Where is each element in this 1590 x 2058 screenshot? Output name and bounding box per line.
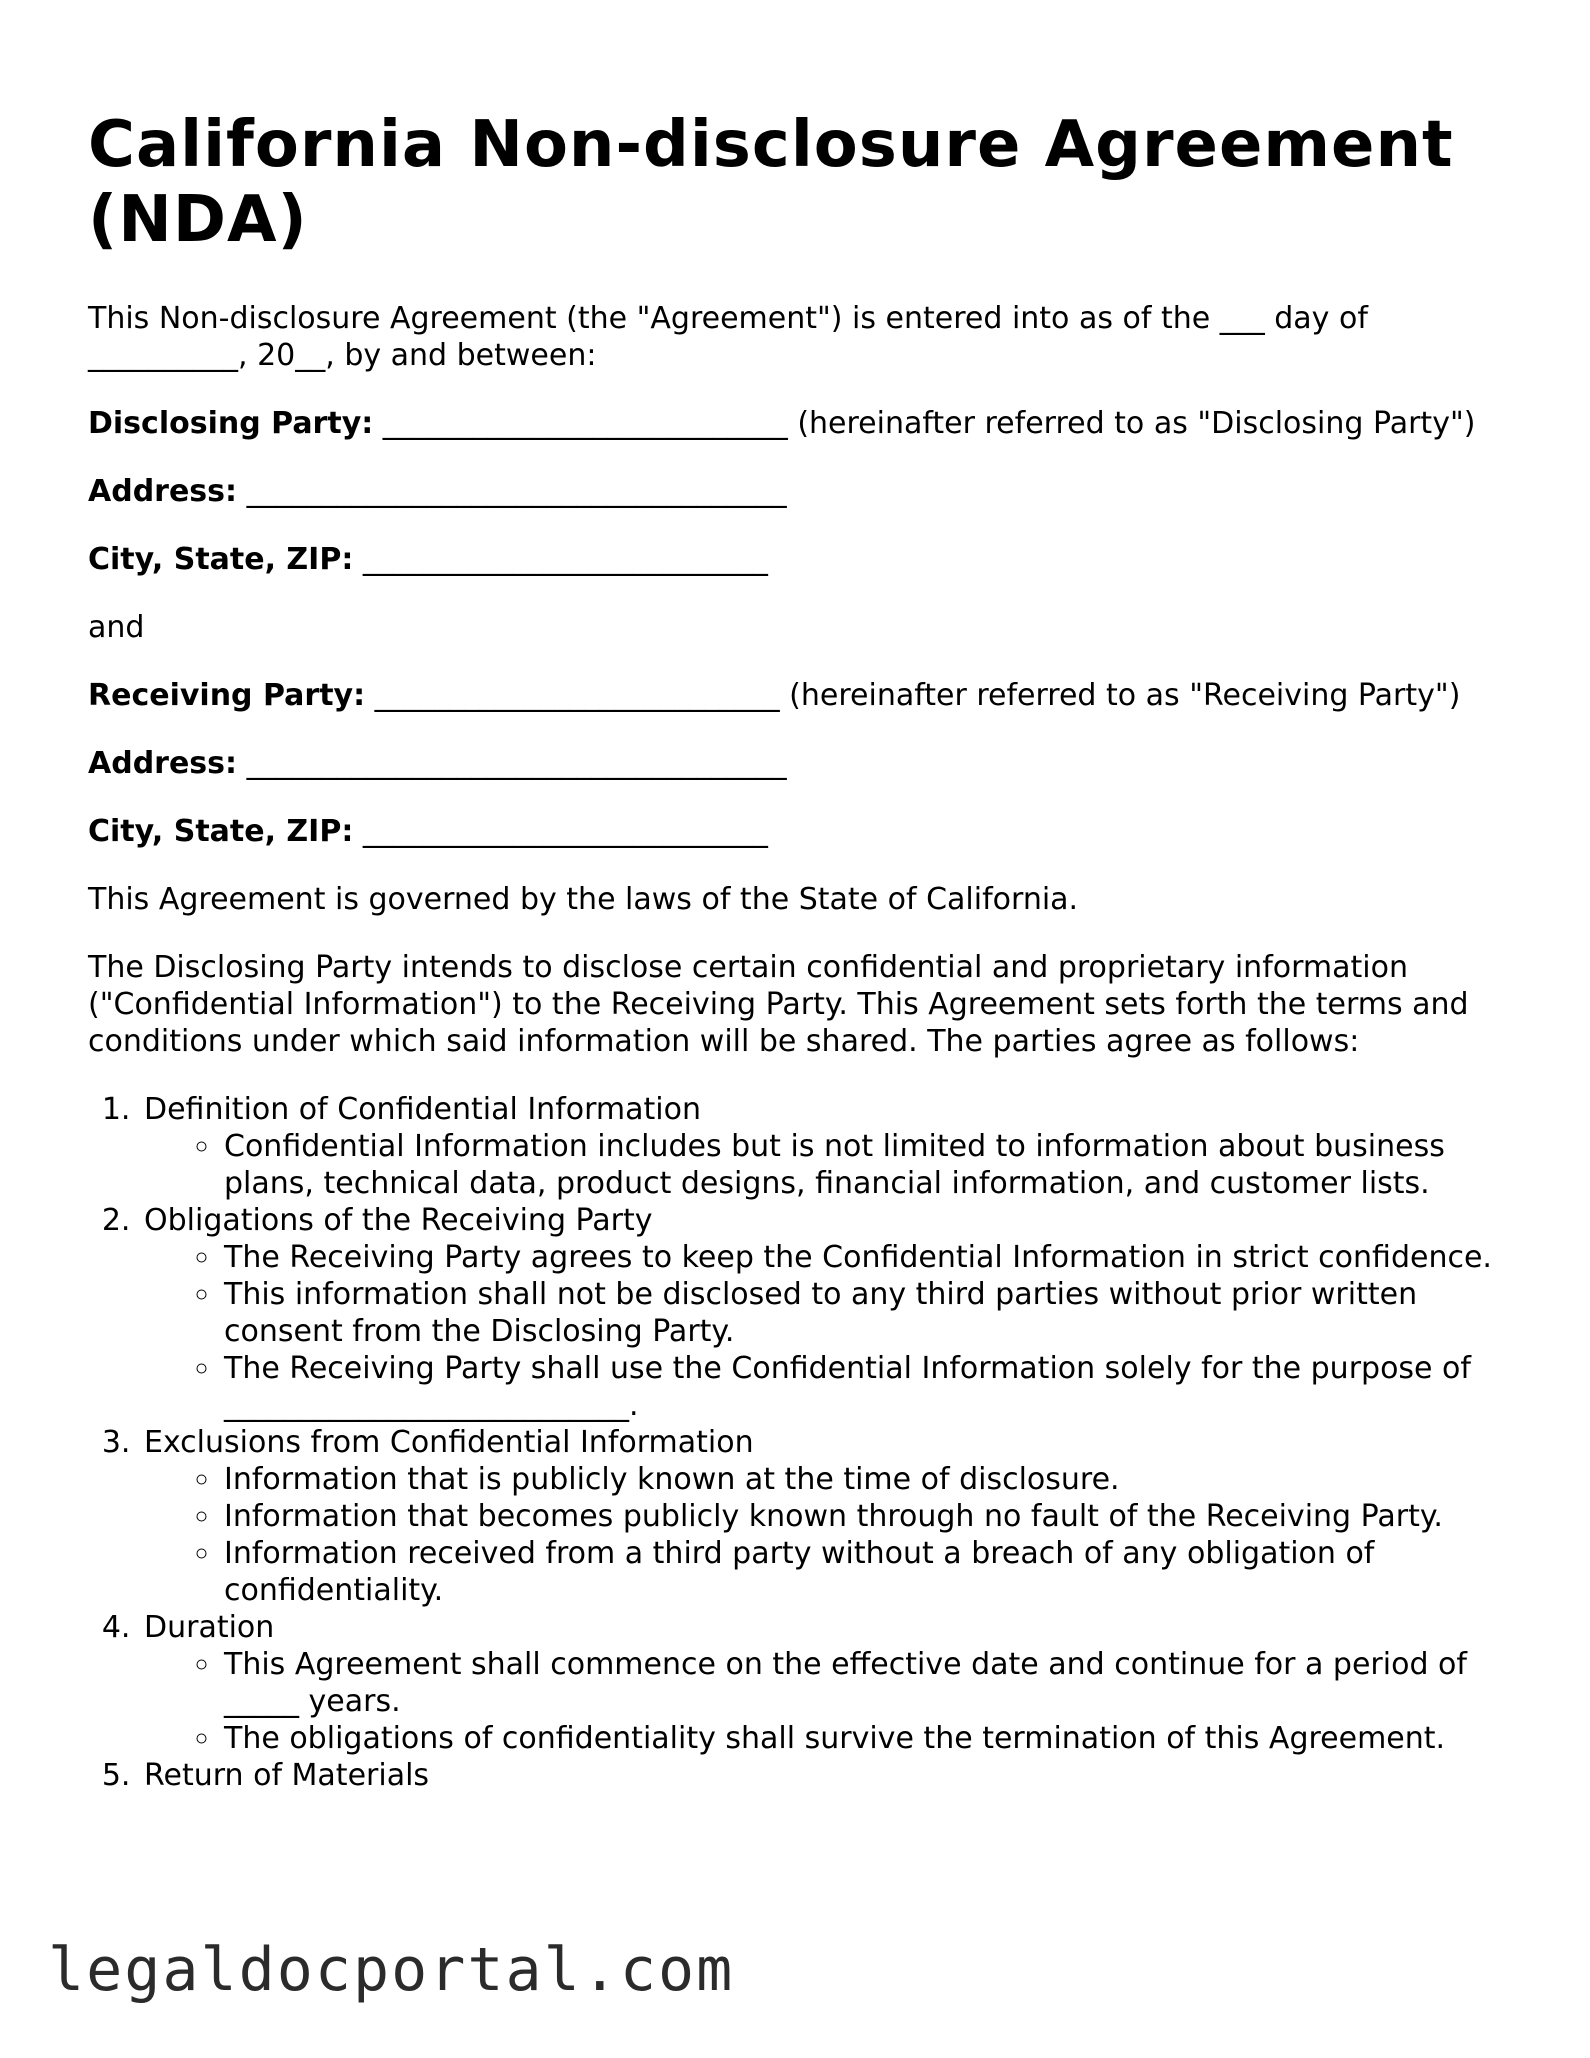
- list-item: ◦ The Receiving Party agrees to keep the Confidential Information in strict confidence.: [222, 1239, 1513, 1276]
- receiving-city-line: [88, 813, 1513, 850]
- disclosing-city-line: [88, 541, 1513, 578]
- section-heading: Duration: [144, 1610, 275, 1645]
- list-item: ◦ The Receiving Party shall use the Confidential Information solely for the purpose of ___________________________.: [222, 1350, 1513, 1424]
- disclosing-address-value: ____________________________________: [246, 474, 787, 509]
- list-item: ◦ Information that is publicly known at the time of disclosure.: [222, 1461, 1513, 1498]
- receiving-address-value: ____________________________________: [246, 746, 787, 781]
- section-item: [140, 1091, 1513, 1202]
- disclosing-city-value: ___________________________: [362, 542, 768, 577]
- document-page: [88, 108, 1513, 1794]
- section-item: [140, 1609, 1513, 1757]
- receiving-address-line: [88, 745, 1513, 782]
- disclosing-address-line: [88, 473, 1513, 510]
- governing-law-paragraph: This Agreement is governed by the laws of the State of California.: [88, 882, 1079, 917]
- disclosing-party-value: ___________________________ (hereinafter referred to as "Disclosing Party"): [382, 406, 1476, 441]
- section-items: [144, 1239, 1513, 1424]
- list-item: ◦ The obligations of confidentiality shall survive the termination of this Agreement.: [222, 1720, 1513, 1757]
- receiving-city-label: City, State, ZIP:: [88, 814, 354, 849]
- disclosing-city-label: City, State, ZIP:: [88, 542, 354, 577]
- section-item: [140, 1424, 1513, 1609]
- receiving-party-value: ___________________________ (hereinafter referred to as "Receiving Party"): [374, 678, 1461, 713]
- receiving-address-label: Address:: [88, 746, 238, 781]
- disclosing-party-label: Disclosing Party:: [88, 406, 374, 441]
- sections-list: [88, 1091, 1513, 1794]
- disclosing-party-line: [88, 405, 1513, 442]
- list-item: ◦ Information that becomes publicly known through no fault of the Receiving Party.: [222, 1498, 1513, 1535]
- and-text: and: [88, 610, 145, 645]
- section-item: [140, 1757, 1513, 1794]
- section-items: [144, 1461, 1513, 1609]
- watermark-logo: legaldocportal.com: [48, 1935, 735, 2005]
- list-item: ◦ Information received from a third party without a breach of any obligation of confidentiality.: [222, 1535, 1513, 1609]
- section-heading: Return of Materials: [144, 1758, 430, 1793]
- disclosing-address-label: Address:: [88, 474, 238, 509]
- document-title: California Non-disclosure Agreement (NDA): [88, 108, 1454, 257]
- purpose-paragraph: The Disclosing Party intends to disclose certain confidential and proprietary information ("Confidential Information") to the Receiving Party. This Agreement sets forth the terms and conditions under which said information will be shared. The parties agree as follows:: [88, 950, 1469, 1059]
- list-item: ◦ This Agreement shall commence on the effective date and continue for a period of _____ years.: [222, 1646, 1513, 1720]
- section-items: [144, 1646, 1513, 1757]
- section-heading: Definition of Confidential Information: [144, 1092, 701, 1127]
- list-item: ◦ This information shall not be disclosed to any third parties without prior written consent from the Disclosing Party.: [222, 1276, 1513, 1350]
- section-item: [140, 1202, 1513, 1424]
- section-heading: Obligations of the Receiving Party: [144, 1203, 653, 1238]
- receiving-city-value: ___________________________: [362, 814, 768, 849]
- section-heading: Exclusions from Confidential Information: [144, 1425, 754, 1460]
- intro-paragraph: This Non-disclosure Agreement (the "Agreement") is entered into as of the ___ day of __________, 20__, by and between:: [88, 301, 1368, 373]
- section-items: [144, 1128, 1513, 1202]
- list-item: ◦ Confidential Information includes but is not limited to information about business plans, technical data, product designs, financial information, and customer lists.: [222, 1128, 1513, 1202]
- receiving-party-line: [88, 677, 1513, 714]
- receiving-party-label: Receiving Party:: [88, 678, 366, 713]
